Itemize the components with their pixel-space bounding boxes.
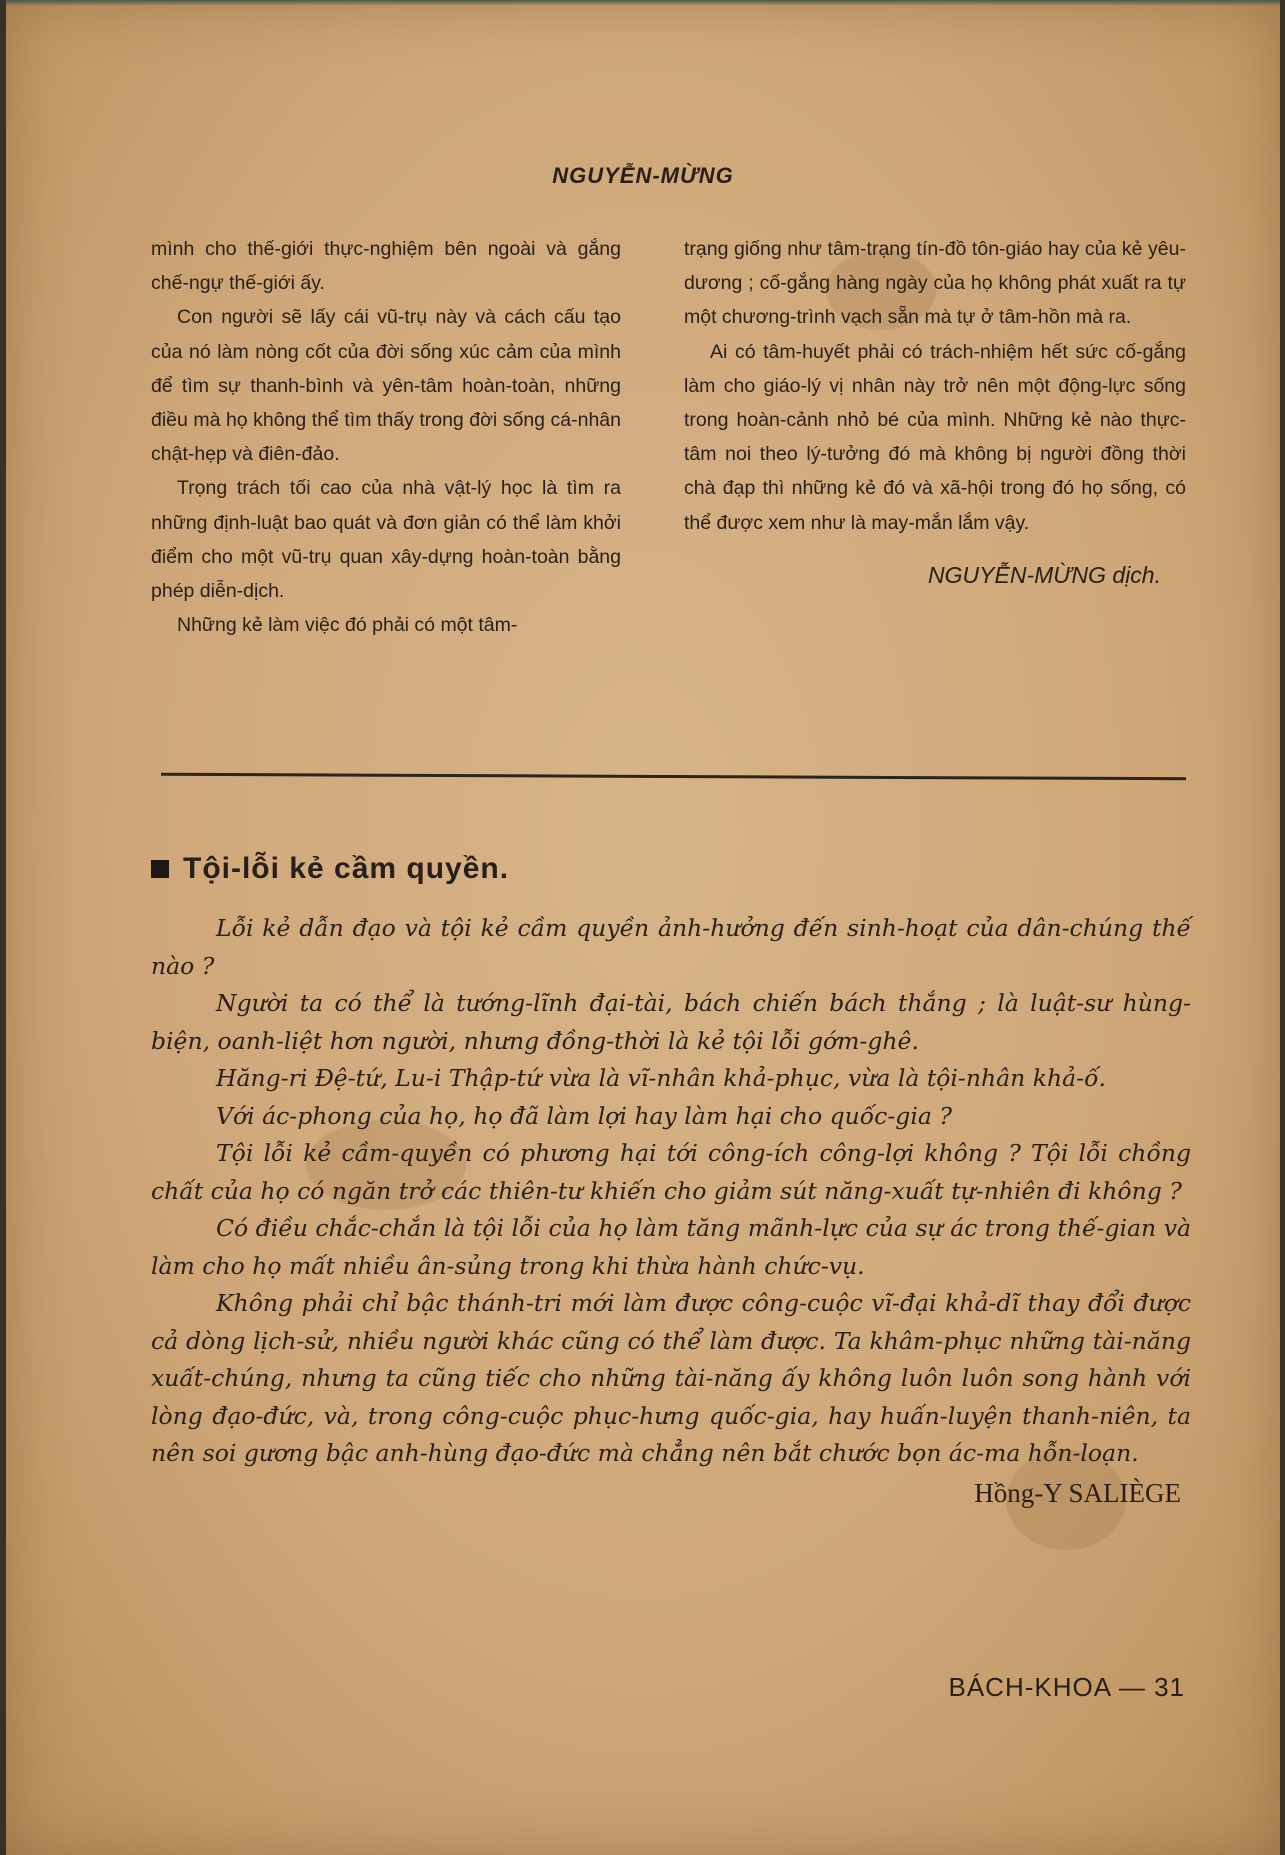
folio: BÁCH-KHOA — 31 <box>948 1672 1185 1702</box>
body-paragraph-3: Hăng-ri Đệ-tứ, Lu-i Thập-tứ vừa là vĩ-nhân khả-phục, vừa là tội-nhân khả-ố. <box>216 1064 1106 1092</box>
body-paragraph-4: Với ác-phong của họ, họ đã làm lợi hay làm hại cho quốc-gia ? <box>216 1101 952 1130</box>
section-title <box>151 852 1191 886</box>
left-column <box>151 232 621 642</box>
section-body <box>151 910 1191 1512</box>
body-paragraph-6: Có điều chắc-chắn là tội lỗi của họ làm tăng mãnh-lực của sự ác trong thế-gian và làm cho họ mất nhiều ân-sủng trong khi thừa hành chức-vụ. <box>151 1214 1191 1280</box>
left-paragraph-2: Con người sẽ lấy cái vũ-trụ này và cách cấu tạo của nó làm nòng cốt của đời sống xúc cảm của mình để tìm sự thanh-bình và yên-tâm hoàn-toàn, những điều mà họ không thể tìm thấy trong đời sống cá-nhân chật-hẹp và điên-đảo. <box>151 306 621 466</box>
magazine-page <box>6 0 1280 1855</box>
square-bullet-icon <box>151 860 169 878</box>
article-section <box>151 852 1191 1512</box>
translator-credit: NGUYỄN-MỪNG dịch. <box>928 561 1161 588</box>
left-paragraph-3: Trọng trách tối cao của nhà vật-lý học là tìm ra những định-luật bao quát và đơn giản có thể làm khởi điểm cho một vũ-trụ quan xây-dựng hoàn-toàn bằng phép diễn-dịch. <box>151 477 621 603</box>
right-column <box>684 232 1186 592</box>
body-paragraph-2: Người ta có thể là tướng-lĩnh đại-tài, bách chiến bách thắng ; là luật-sư hùng-biện, oanh-liệt hơn người, nhưng đồng-thời là kẻ tội lỗi gớm-ghê. <box>151 989 1191 1055</box>
page-top-edge <box>6 0 1280 6</box>
left-paragraph-1: mình cho thế-giới thực-nghiệm bên ngoài và gắng chế-ngự thế-giới ấy. <box>151 238 621 295</box>
section-divider <box>161 773 1186 780</box>
section-title-text: Tội-lỗi kẻ cầm quyền. <box>183 852 510 885</box>
left-paragraph-4: Những kẻ làm việc đó phải có một tâm- <box>177 614 518 637</box>
body-paragraph-1: Lỗi kẻ dẫn đạo và tội kẻ cầm quyền ảnh-hưởng đến sinh-hoạt của dân-chúng thế nào ? <box>151 914 1191 980</box>
body-paragraph-7: Không phải chỉ bậc thánh-tri mới làm được công-cuộc vĩ-đại khả-dĩ thay đổi được cả dòng lịch-sử, nhiều người khác cũng có thể làm được. Ta khâm-phục những tài-năng xuất-chúng, nhưng ta cũng tiếc cho những tài-năng ấy không luôn luôn song hành với lòng đạo-đức, và, trong công-cuộc phục-hưng quốc-gia, hay huấn-luyện thanh-niên, ta nên soi gương bậc anh-hùng đạo-đức mà chẳng nên bắt chước bọn ác-ma hỗn-loạn. <box>151 1289 1191 1467</box>
signature: Hồng-Y SALIÈGE <box>974 1477 1181 1508</box>
right-paragraph-2: Ai có tâm-huyết phải có trách-nhiệm hết sức cố-gắng làm cho giáo-lý vị nhân này trở nên một động-lực sống trong hoàn-cảnh nhỏ bé của mình. Những kẻ nào thực-tâm noi theo lý-tưởng đó mà không bị người đồng thời chà đạp thì những kẻ đó và xã-hội trong đó họ sống, có thể được xem như là may-mắn lắm vậy. <box>684 340 1186 534</box>
body-paragraph-5: Tội lỗi kẻ cầm-quyền có phương hại tới công-ích công-lợi không ? Tội lỗi chồng chất của họ có ngăn trở các thiên-tư khiến cho giảm sút năng-xuất tự-nhiên đi không ? <box>151 1139 1191 1205</box>
running-head: NGUYỄN-MỪNG <box>552 163 734 188</box>
right-paragraph-1: trạng giống như tâm-trạng tín-đồ tôn-giáo hay của kẻ yêu-dương ; cố-gắng hàng ngày của họ không phát xuất ra tự một chương-trình vạch sẵn mà tự ở tâm-hồn mà ra. <box>684 238 1186 329</box>
